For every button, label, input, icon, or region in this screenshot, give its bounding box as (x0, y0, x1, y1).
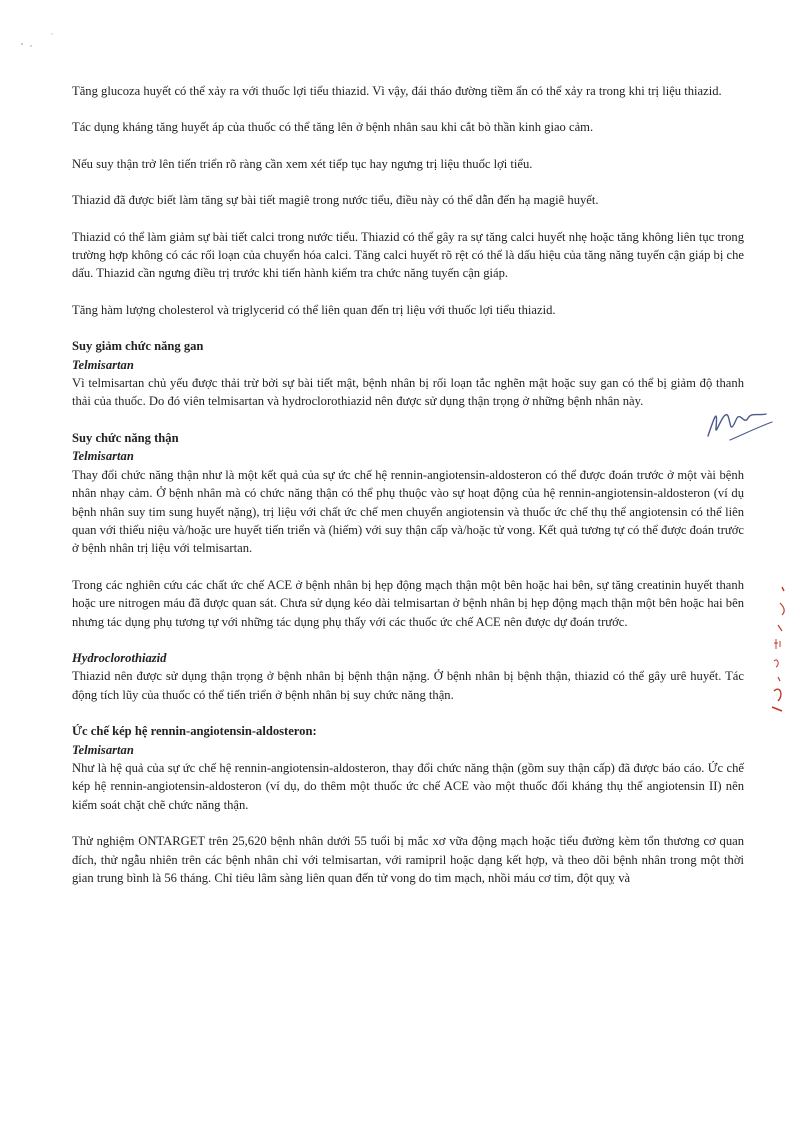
paragraph-kidney-1: Thay đổi chức năng thận như là một kết quả của sự ức chế hệ rennin-angiotensin-aldosteron có thể được đoán trước ở một vài bệnh nhân nhạy cảm. Ở bệnh nhân mà có chức năng thận có thể phụ thuộc vào sự hoạt động của hệ rennin-angiotensin-aldosteron (ví dụ bệnh nhân suy tim sung huyết nặng), trị liệu với chất ức chế men chuyển angiotensin và thuốc ức chế thụ thể angiotensin có thể liên quan với thiểu niệu và/hoặc ure huyết tiến triển và (hiếm) với suy thận cấp và/hoặc tử vong. Kết quả tương tự có thể được đoán trước ở bệnh nhân trị liệu với telmisartan. (72, 467, 744, 556)
section-kidney (72, 429, 744, 704)
paragraph-dual-1: Như là hệ quả của sự ức chế hệ rennin-angiotensin-aldosteron, thay đổi chức năng thận (gồm suy thận cấp) đã được báo cáo. Ức chế kép hệ rennin-angiotensin-aldosteron (ví dụ, do thêm một thuốc ức chế ACE vào một thuốc đối kháng thụ thể angiotensin II) nên kiểm soát chặt chẽ chức năng thận. (72, 760, 744, 812)
paragraph-calcium: Thiazid có thể làm giảm sự bài tiết calci trong nước tiểu. Thiazid có thể gây ra sự tăng calci huyết nhẹ hoặc tăng không liên tục trong trường hợp không có các rối loạn của chuyển hóa calci. Tăng calci huyết rõ rệt có thể là dấu hiệu của tăng năng tuyến cận giáp bị che dấu. Thiazid cần ngưng điều trị trước khi tiến hành kiểm tra chức năng tuyến cận giáp. (72, 229, 744, 281)
paragraph-hyperglycemia: Tăng glucoza huyết có thể xảy ra với thuốc lợi tiểu thiazid. Vì vậy, đái tháo đường tiềm ẩn có thể xảy ra trong khi trị liệu thiazid. (72, 84, 722, 98)
paragraph-liver: Vì telmisartan chủ yếu được thải trừ bởi sự bài tiết mật, bệnh nhân bị rối loạn tắc nghẽn mật hoặc suy gan có thể bị giảm độ thanh thải của thuốc. Do đó viên telmisartan và hydroclorothiazid nên được sử dụng thận trọng ở những bệnh nhân này. (72, 376, 744, 409)
section-heading-kidney: Suy chức năng thận (72, 430, 179, 445)
section-dual-blockade (72, 722, 744, 887)
paragraph-kidney-3: Thiazid nên được sử dụng thận trọng ở bệnh nhân bị bệnh thận nặng. Ở bệnh nhân bị bệnh thận, thiazid có thể gây urê huyết. Tác động tích lũy của thuốc có thể tiến triển ở bệnh nhân bị suy chức năng thận. (72, 669, 744, 702)
paragraph-magnesium: Thiazid đã được biết làm tăng sự bài tiết magiê trong nước tiểu, điều này có thể dẫn đến hạ magiê huyết. (72, 193, 599, 208)
paragraph-cholesterol: Tăng hàm lượng cholesterol và triglycerid có thể liên quan đến trị liệu với thuốc lợi tiểu thiazid. (72, 302, 556, 317)
paragraph-renal-progression: Nếu suy thận trở lên tiến triển rõ ràng cần xem xét tiếp tục hay ngưng trị liệu thuốc lợi tiểu. (72, 156, 533, 171)
scan-speckles (18, 30, 58, 50)
paragraph-dual-2: Thử nghiệm ONTARGET trên 25,620 bệnh nhân dưới 55 tuổi bị mắc xơ vữa động mạch hoặc tiểu đường kèm tổn thương cơ quan đích, thử ngẫu nhiên trên các bệnh nhân chỉ với telmisartan, với ramipril hoặc dạng kết hợp, và theo dõi bệnh nhân trong một thời gian trung bình là 56 tháng. Chỉ tiêu lâm sàng liên quan đến tử vong do tim mạch, nhồi máu cơ tim, đột quỵ và (72, 834, 744, 885)
stamp-edge (768, 585, 792, 715)
paragraph-kidney-2: Trong các nghiên cứu các chất ức chế ACE ở bệnh nhân bị hẹp động mạch thận một bên hoặc hai bên, sự tăng creatinin huyết thanh hoặc ure nitrogen máu đã được quan sát. Chưa sử dụng kéo dài telmisartan ở bệnh nhân bị hẹp động mạch thận một bên hoặc hai bên nhưng tác dụng phụ tương tự với những tác dụng phụ thấy với các thuốc ức chế ACE nên được dự đoán trước. (72, 577, 744, 629)
document-page (72, 82, 744, 905)
subheading-hydroclorothiazid: Hydroclorothiazid (72, 650, 167, 665)
subheading-telmisartan-liver: Telmisartan (72, 357, 134, 372)
section-liver (72, 337, 744, 411)
section-heading-liver: Suy giảm chức năng gan (72, 339, 204, 354)
paragraph-sympathectomy: Tác dụng kháng tăng huyết áp của thuốc có thể tăng lên ở bệnh nhân sau khi cắt bỏ thần kinh giao cảm. (72, 120, 594, 135)
subheading-telmisartan-kidney: Telmisartan (72, 449, 134, 464)
section-heading-dual: Ức chế kép hệ rennin-angiotensin-aldosteron: (72, 724, 317, 739)
signature-mark (700, 398, 780, 448)
subheading-telmisartan-dual: Telmisartan (72, 742, 134, 757)
